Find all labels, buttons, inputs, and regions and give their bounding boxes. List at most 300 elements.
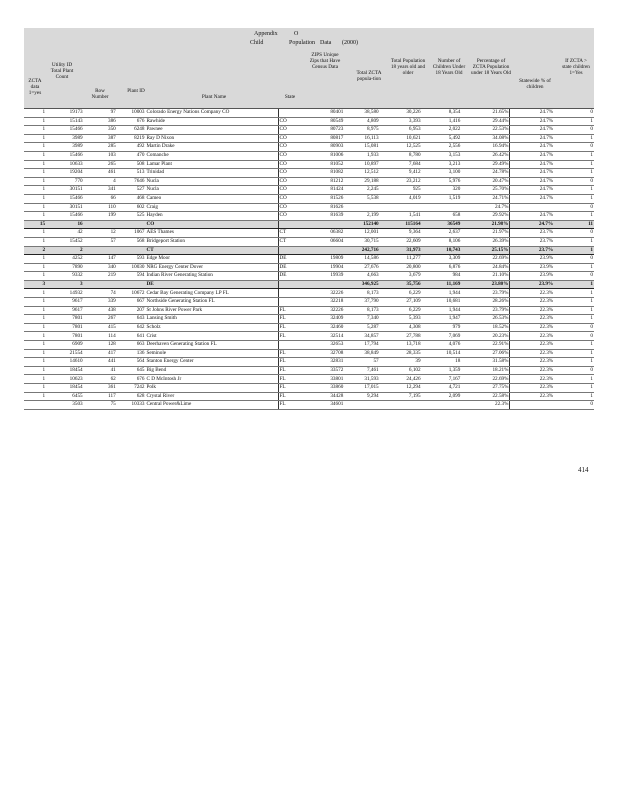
cell-utility-id: 15466 <box>46 126 84 135</box>
cell-children-pct: 28.26% <box>461 298 510 307</box>
cell-children-count: 1,416 <box>422 117 462 126</box>
cell-row-number: 97 <box>84 109 117 117</box>
header-if-zcta: If ZCTA > state children 1=Yes <box>562 58 590 76</box>
cell-children-count: 18 <box>422 358 462 367</box>
table-row <box>24 143 594 152</box>
cell-adult-pop: 925 <box>380 186 422 195</box>
cell-statewide-pct: 24.7% <box>510 177 554 186</box>
cell-zip <box>307 246 345 255</box>
cell-adult-pop: 9,364 <box>380 229 422 238</box>
cell-plant-name: Seminole <box>145 349 278 358</box>
cell-zip: 80549 <box>307 117 345 126</box>
cell-plant-name: Bridgeport Station <box>145 237 278 246</box>
cell-children-pct: 22.69% <box>461 255 510 264</box>
cell-zip: 81082 <box>307 169 345 178</box>
cell-zcta-flag: 1 <box>24 194 46 203</box>
cell-state <box>278 220 307 229</box>
cell-children-count: 1,519 <box>422 194 462 203</box>
cell-total-zcta-pop: 15,081 <box>344 143 379 152</box>
cell-children-count: 4,076 <box>422 341 462 350</box>
cell-children-count: 4,721 <box>422 384 462 393</box>
cell-plant-id: 564 <box>117 358 146 367</box>
cell-utility-id: 6909 <box>46 341 84 350</box>
cell-above-state-flag: 1 <box>554 263 594 272</box>
cell-zcta-flag: 1 <box>24 160 46 169</box>
cell-children-pct: 34.08% <box>461 134 510 143</box>
cell-above-state-flag: 0 <box>554 332 594 341</box>
cell-children-count: 5,492 <box>422 134 462 143</box>
cell-statewide-pct: 23.7% <box>510 237 554 246</box>
cell-state: FL <box>278 315 307 324</box>
cell-statewide-pct: 23.7% <box>510 246 554 255</box>
cell-row-number <box>84 220 117 229</box>
cell-state: DE <box>278 272 307 281</box>
cell-statewide-pct: 24.7% <box>510 126 554 135</box>
header-plant-name: Plant Name <box>201 94 227 100</box>
cell-zcta-flag: 1 <box>24 358 46 367</box>
cell-total-zcta-pop: 1,933 <box>344 151 379 160</box>
cell-zip <box>307 280 345 289</box>
cell-total-zcta-pop: 17,015 <box>344 384 379 393</box>
cell-plant-name: CO <box>145 220 278 229</box>
cell-above-state-flag: 1 <box>554 169 594 178</box>
cell-statewide-pct: 22.3% <box>510 384 554 393</box>
cell-children-count: 36549 <box>422 220 462 229</box>
cell-children-pct: 27.06% <box>461 349 510 358</box>
cell-children-count: 2,556 <box>422 143 462 152</box>
cell-adult-pop: 5,393 <box>380 315 422 324</box>
header-zcta-data: ZCTA data 1=yes <box>28 78 42 96</box>
cell-total-zcta-pop: 2,199 <box>344 212 379 221</box>
cell-utility-id: 770 <box>46 177 84 186</box>
cell-plant-name: Crystal River <box>145 392 278 401</box>
cell-statewide-pct: 23.7% <box>510 229 554 238</box>
cell-state: CO <box>278 169 307 178</box>
cell-plant-id: 663 <box>117 341 146 350</box>
cell-plant-name: Cedar Bay Generating Company LP FL <box>145 289 278 298</box>
cell-zip: 80817 <box>307 134 345 143</box>
cell-state: DE <box>278 255 307 264</box>
cell-statewide-pct <box>510 203 554 212</box>
cell-row-number <box>84 280 117 289</box>
cell-above-state-flag: 1 <box>554 384 594 393</box>
cell-plant-id: 508 <box>117 160 146 169</box>
cell-plant-id: 513 <box>117 169 146 178</box>
cell-children-count: 2,099 <box>422 392 462 401</box>
cell-statewide-pct: 24.7% <box>510 109 554 117</box>
cell-plant-name: Nucla <box>145 177 278 186</box>
cell-plant-id: 642 <box>117 323 146 332</box>
cell-row-number: 75 <box>84 401 117 410</box>
cell-statewide-pct: 22.3% <box>510 315 554 324</box>
cell-utility-id: 15466 <box>46 212 84 221</box>
cell-children-count: 10,681 <box>422 298 462 307</box>
cell-above-state-flag: 1 <box>554 358 594 367</box>
cell-row-number: 441 <box>84 358 117 367</box>
table-row <box>24 229 594 238</box>
cell-row-number: 265 <box>84 160 117 169</box>
cell-children-pct: 22.3% <box>461 401 510 410</box>
cell-above-state-flag: 11 <box>554 220 594 229</box>
cell-utility-id: 14610 <box>46 358 84 367</box>
cell-adult-pop: 39 <box>380 358 422 367</box>
cell-adult-pop: 12,294 <box>380 384 422 393</box>
cell-row-number: 66 <box>84 194 117 203</box>
cell-zip: 33572 <box>307 366 345 375</box>
table-row <box>24 366 594 375</box>
cell-plant-name: AES Thames <box>145 229 278 238</box>
cell-children-count: 2,022 <box>422 126 462 135</box>
cell-plant-name: Martin Drake <box>145 143 278 152</box>
cell-utility-id: 15452 <box>46 237 84 246</box>
cell-plant-name: Big Bend <box>145 366 278 375</box>
cell-row-number: 41 <box>84 366 117 375</box>
cell-statewide-pct: 22.3% <box>510 366 554 375</box>
cell-plant-id: 470 <box>117 151 146 160</box>
cell-zip: 32514 <box>307 332 345 341</box>
cell-zcta-flag: 1 <box>24 151 46 160</box>
cell-utility-id: 30151 <box>46 186 84 195</box>
cell-plant-id: 10672 <box>117 289 146 298</box>
table-row <box>24 358 594 367</box>
cell-zip: 19939 <box>307 272 345 281</box>
cell-utility-id: 7801 <box>46 323 84 332</box>
cell-plant-name: Deerhaven Generating Station FL <box>145 341 278 350</box>
cell-children-count: 320 <box>422 186 462 195</box>
cell-zcta-flag: 1 <box>24 126 46 135</box>
cell-children-count: 8,354 <box>422 109 462 117</box>
table-row <box>24 160 594 169</box>
cell-children-pct: 26.42% <box>461 151 510 160</box>
cell-zip: 81626 <box>307 203 345 212</box>
header-row-number: Row Number <box>91 88 109 100</box>
cell-utility-id: 3989 <box>46 134 84 143</box>
cell-zcta-flag: 3 <box>24 280 46 289</box>
cell-state <box>278 298 307 307</box>
cell-zcta-flag: 1 <box>24 272 46 281</box>
cell-utility-id: 18454 <box>46 366 84 375</box>
cell-adult-pop: 22,609 <box>380 237 422 246</box>
header-zips: ZIPS Unique Zips that Have Census Data <box>309 52 341 70</box>
cell-state: CO <box>278 177 307 186</box>
cell-total-zcta-pop: 346,925 <box>344 280 379 289</box>
cell-adult-pop: 11,277 <box>380 255 422 264</box>
cell-utility-id: 19204 <box>46 169 84 178</box>
cell-plant-name: Colorado Energy Nations Company CO <box>145 109 278 117</box>
table-row <box>24 332 594 341</box>
cell-plant-name: NRG Energy Center Dover <box>145 263 278 272</box>
cell-total-zcta-pop: 10,897 <box>344 160 379 169</box>
cell-total-zcta-pop: 17,794 <box>344 341 379 350</box>
cell-total-zcta-pop: 37,790 <box>344 298 379 307</box>
cell-total-zcta-pop: 9,294 <box>344 392 379 401</box>
cell-total-zcta-pop: 7,340 <box>344 315 379 324</box>
cell-children-pct: 24.71% <box>461 194 510 203</box>
cell-row-number: 461 <box>84 169 117 178</box>
cell-plant-name: Hayden <box>145 212 278 221</box>
header-total-zcta: Total ZCTA popula-tion <box>356 70 382 82</box>
cell-children-pct: 21.10% <box>461 272 510 281</box>
table-row <box>24 109 594 117</box>
cell-zip: 32226 <box>307 306 345 315</box>
cell-zcta-flag: 1 <box>24 263 46 272</box>
cell-zip: 33801 <box>307 375 345 384</box>
cell-total-zcta-pop: 8,173 <box>344 289 379 298</box>
cell-zcta-flag: 1 <box>24 237 46 246</box>
cell-total-zcta-pop: 242,716 <box>344 246 379 255</box>
cell-children-count <box>422 401 462 410</box>
cell-zip: 32653 <box>307 341 345 350</box>
cell-above-state-flag: 1 <box>554 117 594 126</box>
cell-adult-pop: 1,541 <box>380 212 422 221</box>
cell-zcta-flag: 1 <box>24 384 46 393</box>
cell-children-pct: 24.84% <box>461 263 510 272</box>
table-row <box>24 169 594 178</box>
cell-children-count: 11,169 <box>422 280 462 289</box>
cell-utility-id: 10633 <box>46 160 84 169</box>
cell-utility-id: 4252 <box>46 255 84 264</box>
cell-above-state-flag: 0 <box>554 401 594 410</box>
cell-zcta-flag: 1 <box>24 298 46 307</box>
cell-total-zcta-pop: 2,245 <box>344 186 379 195</box>
cell-adult-pop: 28,335 <box>380 349 422 358</box>
cell-zcta-flag: 1 <box>24 315 46 324</box>
cell-plant-name: C D McIntosh Jr <box>145 375 278 384</box>
cell-zcta-flag: 1 <box>24 212 46 221</box>
cell-total-zcta-pop: 8,975 <box>344 126 379 135</box>
cell-plant-id: 594 <box>117 272 146 281</box>
cell-children-count: 1,944 <box>422 289 462 298</box>
state-total-row <box>24 246 594 255</box>
cell-children-count: 5,976 <box>422 177 462 186</box>
cell-state <box>278 109 307 117</box>
cell-plant-name: Central Power&Lime <box>145 401 278 410</box>
cell-above-state-flag: 1 <box>554 280 594 289</box>
cell-plant-name: Craig <box>145 203 278 212</box>
cell-children-count: 8,106 <box>422 237 462 246</box>
table-row <box>24 263 594 272</box>
cell-adult-pop: 30,226 <box>380 109 422 117</box>
cell-above-state-flag: 1 <box>554 341 594 350</box>
cell-row-number: 387 <box>84 134 117 143</box>
cell-children-count: 7,167 <box>422 375 462 384</box>
cell-adult-pop: 27,109 <box>380 298 422 307</box>
cell-state: DE <box>278 263 307 272</box>
cell-utility-id: 15466 <box>46 194 84 203</box>
cell-row-number: 4 <box>84 177 117 186</box>
cell-state <box>278 341 307 350</box>
cell-row-number: 110 <box>84 203 117 212</box>
cell-children-pct: 24.7% <box>461 203 510 212</box>
cell-statewide-pct: 24.7% <box>510 220 554 229</box>
cell-statewide-pct: 24.7% <box>510 143 554 152</box>
cell-plant-id: 7242 <box>117 384 146 393</box>
cell-children-count: 979 <box>422 323 462 332</box>
cell-row-number: 361 <box>84 384 117 393</box>
cell-children-pct: 16.94% <box>461 143 510 152</box>
cell-zip: 81526 <box>307 194 345 203</box>
cell-total-zcta-pop: 27,676 <box>344 263 379 272</box>
cell-statewide-pct: 22.3% <box>510 323 554 332</box>
title-data: Data <box>320 40 332 46</box>
cell-total-zcta-pop <box>344 401 379 410</box>
cell-plant-id: 6248 <box>117 126 146 135</box>
cell-row-number: 62 <box>84 375 117 384</box>
cell-utility-id: 7801 <box>46 332 84 341</box>
cell-above-state-flag: 1 <box>554 392 594 401</box>
cell-zip: 32460 <box>307 323 345 332</box>
cell-children-pct: 29.92% <box>461 212 510 221</box>
cell-utility-id: 9332 <box>46 272 84 281</box>
cell-zcta-flag: 15 <box>24 220 46 229</box>
cell-state: CO <box>278 203 307 212</box>
cell-children-count: 3,153 <box>422 151 462 160</box>
cell-plant-id: 593 <box>117 255 146 264</box>
cell-plant-id: 10030 <box>117 263 146 272</box>
cell-state: FL <box>278 384 307 393</box>
cell-zcta-flag: 1 <box>24 366 46 375</box>
cell-adult-pop: 6,229 <box>380 306 422 315</box>
cell-plant-name: Edge Moor <box>145 255 278 264</box>
cell-total-zcta-pop <box>344 203 379 212</box>
cell-utility-id: 19173 <box>46 109 84 117</box>
cell-row-number: 57 <box>84 237 117 246</box>
cell-zip: 81006 <box>307 151 345 160</box>
cell-state: CO <box>278 117 307 126</box>
cell-statewide-pct: 24.7% <box>510 169 554 178</box>
cell-utility-id: 9617 <box>46 306 84 315</box>
cell-zip: 32409 <box>307 315 345 324</box>
cell-plant-name: Polk <box>145 384 278 393</box>
cell-statewide-pct: 24.7% <box>510 151 554 160</box>
table-row <box>24 255 594 264</box>
title-population: Population <box>289 40 316 46</box>
cell-row-number: 128 <box>84 341 117 350</box>
cell-utility-id: 16 <box>46 220 84 229</box>
cell-children-pct: 20.23% <box>461 332 510 341</box>
cell-plant-name: Trinidad <box>145 169 278 178</box>
cell-adult-pop: 24,426 <box>380 375 422 384</box>
cell-children-pct: 21.98% <box>461 220 510 229</box>
cell-adult-pop: 4,019 <box>380 194 422 203</box>
cell-children-count: 1,944 <box>422 306 462 315</box>
cell-plant-id: 645 <box>117 366 146 375</box>
cell-state: CT <box>278 229 307 238</box>
cell-adult-pop: 35,756 <box>380 280 422 289</box>
cell-zip: 34428 <box>307 392 345 401</box>
cell-zip: 06382 <box>307 229 345 238</box>
cell-total-zcta-pop: 4,809 <box>344 117 379 126</box>
cell-statewide-pct: 23.9% <box>510 272 554 281</box>
table-row <box>24 341 594 350</box>
cell-zcta-flag: 1 <box>24 186 46 195</box>
cell-zip: 32708 <box>307 349 345 358</box>
cell-zip: 80903 <box>307 143 345 152</box>
cell-zip: 32831 <box>307 358 345 367</box>
cell-total-zcta-pop: 38,580 <box>344 109 379 117</box>
cell-plant-name: Cameo <box>145 194 278 203</box>
cell-utility-id: 15143 <box>46 117 84 126</box>
cell-zcta-flag: 1 <box>24 117 46 126</box>
cell-total-zcta-pop: 31,593 <box>344 375 379 384</box>
cell-above-state-flag: 0 <box>554 323 594 332</box>
table-row <box>24 349 594 358</box>
cell-plant-name: Ray D Nixon <box>145 134 278 143</box>
cell-plant-name: CT <box>145 246 278 255</box>
cell-utility-id: 7890 <box>46 263 84 272</box>
cell-above-state-flag: 1 <box>554 289 594 298</box>
cell-children-count: 2,637 <box>422 229 462 238</box>
table-row <box>24 126 594 135</box>
cell-state <box>278 289 307 298</box>
cell-row-number: 415 <box>84 323 117 332</box>
table-row <box>24 289 594 298</box>
cell-zip: 19809 <box>307 255 345 264</box>
cell-utility-id: 7801 <box>46 315 84 324</box>
cell-above-state-flag: 0 <box>554 177 594 186</box>
cell-state: FL <box>278 401 307 410</box>
cell-adult-pop: 4,308 <box>380 323 422 332</box>
cell-zcta-flag: 1 <box>24 392 46 401</box>
cell-total-zcta-pop: 8,173 <box>344 306 379 315</box>
cell-zip: 33860 <box>307 384 345 393</box>
cell-children-pct: 22.53% <box>461 126 510 135</box>
title-band <box>24 28 594 50</box>
cell-zip: 81424 <box>307 186 345 195</box>
cell-adult-pop: 20,800 <box>380 263 422 272</box>
cell-children-count: 3,100 <box>422 169 462 178</box>
cell-total-zcta-pop: 5,287 <box>344 323 379 332</box>
cell-plant-id: 8219 <box>117 134 146 143</box>
cell-plant-id: 136 <box>117 349 146 358</box>
cell-total-zcta-pop: 152140 <box>344 220 379 229</box>
cell-statewide-pct: 22.3% <box>510 349 554 358</box>
cell-state: CO <box>278 194 307 203</box>
cell-total-zcta-pop: 34,857 <box>344 332 379 341</box>
cell-statewide-pct: 24.7% <box>510 134 554 143</box>
cell-children-pct: 29.49% <box>461 160 510 169</box>
cell-total-zcta-pop: 30,715 <box>344 237 379 246</box>
cell-state: FL <box>278 366 307 375</box>
cell-zip: 81639 <box>307 212 345 221</box>
cell-above-state-flag: 0 <box>554 255 594 264</box>
cell-state: CO <box>278 212 307 221</box>
cell-plant-id: 602 <box>117 203 146 212</box>
cell-children-count: 7,069 <box>422 332 462 341</box>
cell-plant-name: Lamar Plant <box>145 160 278 169</box>
cell-plant-name: Nucla <box>145 186 278 195</box>
cell-zcta-flag: 1 <box>24 229 46 238</box>
table-row <box>24 186 594 195</box>
cell-row-number: 147 <box>84 255 117 264</box>
cell-total-zcta-pop: 12,001 <box>344 229 379 238</box>
cell-plant-name: Crist <box>145 332 278 341</box>
cell-total-zcta-pop: 4,663 <box>344 272 379 281</box>
table-row <box>24 375 594 384</box>
cell-state: CO <box>278 160 307 169</box>
cell-adult-pop: 12,525 <box>380 143 422 152</box>
cell-zcta-flag: 1 <box>24 109 46 117</box>
cell-zcta-flag: 1 <box>24 332 46 341</box>
cell-plant-name: St Johns River Power Park <box>145 306 278 315</box>
cell-zip: 06604 <box>307 237 345 246</box>
cell-state: FL <box>278 323 307 332</box>
cell-plant-name: Pawnee <box>145 126 278 135</box>
cell-statewide-pct: 23.9% <box>510 280 554 289</box>
header-children: Number of Children Under 18 Years Old <box>432 58 466 76</box>
data-table <box>24 109 594 410</box>
cell-zip: 80401 <box>307 109 345 117</box>
